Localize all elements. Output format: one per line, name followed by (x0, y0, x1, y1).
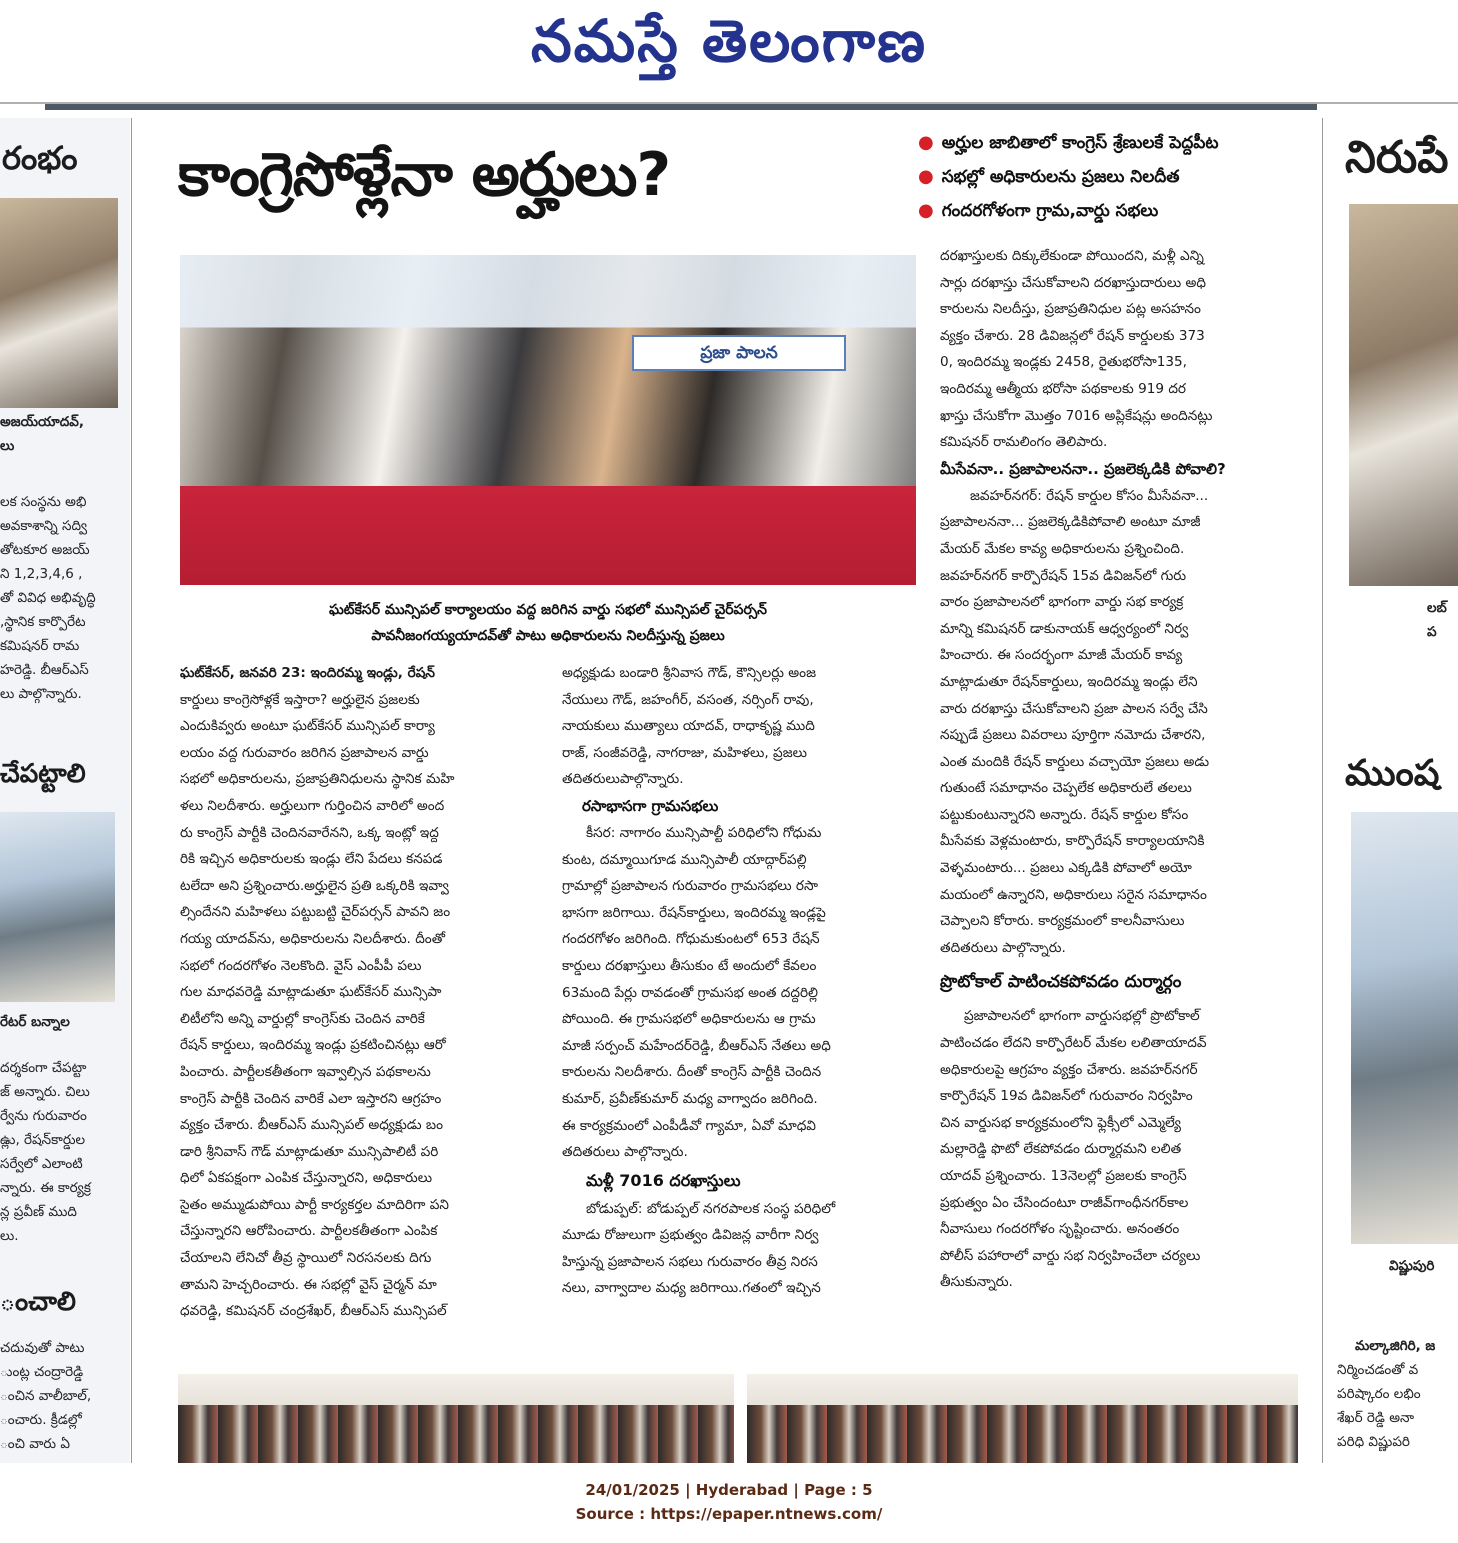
text-line: చెప్పాలని కోరారు. కార్యక్రమంలో కాలనీవాసులు (940, 913, 1185, 930)
text-line: లు. (0, 1228, 19, 1244)
text-line: మల్లారెడ్డి ఫొటో లేకపోవడం దుర్మార్గమని లలిత (940, 1141, 1182, 1158)
column-divider (131, 118, 132, 1463)
text-line: గందరగోళం జరిగింది. గోధుమకుంటలో 653 రేషన్ (562, 931, 820, 948)
text-line: శేఖర్ రెడ్డి అనా (1337, 1410, 1415, 1426)
text-line: ంచి వారు ఏ (0, 1436, 70, 1452)
bullet-item (918, 160, 1318, 194)
bullet-item (918, 194, 1318, 228)
left-heading-3: ంచాలి (0, 1287, 76, 1317)
text-line: నీవాసులు గందరగోళం సృష్టించారు. అనంతరం (940, 1221, 1180, 1238)
text-line: కీసర: నాగారం మున్సిపాల్టీ పరిధిలోని గోధుమ (586, 824, 822, 841)
article-column-2 (562, 660, 917, 1302)
text-line: కారులను నిలదీశారు. దీంతో కాంగ్రెస్ పార్టీకి చెందిన (562, 1064, 822, 1081)
text-line: సభలో గందరగోళం నెలకొంది. వైస్ ఎంపీపీ పలు (180, 957, 422, 974)
left-heading-1: రంభం (2, 139, 78, 177)
text-line: ఎందుకివ్వరు అంటూ ఘట్‌కేసర్ మున్సిపల్ కార్యా (180, 718, 435, 735)
text-line: వ్యక్తం చేశారు. బీఆర్‌ఎస్ మున్సిపల్ అధ్యక్షుడు బం (180, 1117, 443, 1134)
text-line: అధ్యక్షుడు బండారి శ్రీనివాస గౌడ్, కౌన్సిలర్లు అంజ (562, 665, 817, 681)
text-line: వారం ప్రజాపాలనలో భాగంగా వార్డు సభ కార్యక్ర (940, 594, 1184, 611)
caption-line: లు (0, 438, 15, 454)
right-heading-1: నిరుపే (1345, 132, 1449, 183)
bullet-text: గందరగోళంగా గ్రామ,వార్డు సభలు (941, 201, 1159, 221)
text-line: చేస్తున్నారని ఆరోపించారు. పార్టీలకతీతంగా ఎంపిక (180, 1223, 438, 1240)
text-line: జవహర్‌నగర్: రేషన్ కార్డుల కోసం మీసేవనా... (970, 487, 1209, 504)
left-photo-2-caption: రేటర్ బన్నాల (0, 1014, 70, 1030)
bottom-photo-right (747, 1374, 1298, 1463)
text-line: గుల మాధవరెడ్డి మాట్లాడుతూ ఘట్‌కేసర్ మున్సిపా (180, 984, 442, 1001)
text-line: ప్రజాపాలనలో భాగంగా వార్డుసభల్లో ప్రొటోకాల్ (964, 1008, 1200, 1025)
text-line: న్ల ప్రవీణ్ ముది (0, 1204, 77, 1220)
left-paragraph-1 (0, 490, 96, 706)
subheading: మీసేవనా.. ప్రజాపాలననా.. ప్రజలెక్కడికి పోవాలి? (940, 459, 1226, 478)
text-line: జ్ అన్నారు. చిలు (0, 1084, 90, 1100)
caption-line: పావనీజంగయ్యయాదవ్‌తో పాటు అధికారులను నిలదీస్తున్న ప్రజలు (371, 628, 725, 644)
text-line: హిస్తున్న ప్రజాపాలన సభలు గురువారం తీవ్ర నిరస (562, 1253, 818, 1270)
text-line: మాట్లాడుతూ రేషన్‌కార్డులు, ఇందిరమ్మ ఇండ్లు లేని (940, 673, 1198, 690)
text-line: దర్శకంగా చేపట్టా (0, 1060, 87, 1076)
text-line: నాయకులు ముత్యాలు యాదవ్, రాధాకృష్ణ ముది (562, 718, 815, 735)
text-line: సార్లు దరఖాస్తు చేసుకోవాలని దరఖాస్తుదారులు అధి (940, 274, 1206, 291)
text-line: ఇందిరమ్మ ఆత్మీయ భరోసా పథకాలకు 919 దర (940, 380, 1186, 397)
text-line: దరఖాస్తులకు దిక్కులేకుండా పోయిందని, మళ్లీ ఎన్ని (940, 248, 1204, 264)
text-line: 0, ఇందిరమ్మ ఇండ్లకు 2458, రైతుభరోసా135, (940, 354, 1187, 371)
right-paragraph (1337, 1334, 1435, 1454)
bullet-dot-icon: ● (918, 200, 934, 221)
left-heading-2: చేపట్టాలి (0, 759, 86, 789)
text-line: ుంట్ల చంద్రారెడ్డి (0, 1364, 84, 1380)
text-line: 63మంది పేర్లు రావడంతో గ్రామసభ అంత దద్దరిల్లి (562, 984, 818, 1001)
text-line: ఘట్‌కేసర్, జనవరి 23: ఇందిరమ్మ ఇండ్లు, రేషన్ (180, 665, 435, 681)
masthead-bar (45, 104, 1317, 110)
text-line: ఖాస్తు చేసుకోగా మొత్తం 7016 అప్లికేషన్లు అందినట్లు (940, 407, 1213, 424)
text-line: రేషన్ కార్డులు, ఇందిరమ్మ ఇండ్లు ప్రకటించినట్లు ఆరో (180, 1037, 446, 1054)
text-line: పట్టుకుంటున్నారని అన్నారు. రేషన్ కార్డుల కోసం (940, 806, 1189, 823)
text-line: పోలీస్ పహారాలో వార్డు సభ నిర్వహించేలా చర్యలు (940, 1247, 1201, 1264)
right-photo-1-caption (1427, 596, 1447, 644)
text-line: వారు దరఖాస్తు చేసుకోవాలని ప్రజా పాలన సర్వే చేసి (940, 700, 1208, 717)
text-line: సైతం అమ్ముడుపోయి పార్టీ కార్యకర్తల మాదిరిగా పని (180, 1196, 449, 1213)
right-photo-2 (1351, 812, 1458, 1244)
text-line: నలు, వాగ్వాదాల మధ్య జరిగాయి.గతంలో ఇచ్చిన (562, 1280, 821, 1297)
bottom-photo-left (178, 1374, 734, 1463)
left-photo-2 (0, 812, 115, 1002)
text-line: సర్వేలో ఎలాంటి (0, 1156, 83, 1172)
text-line: న్నారు. ఈ కార్యక్ర (0, 1180, 91, 1196)
text-line: తామని హెచ్చరించారు. ఈ సభల్లో వైస్ చైర్మన్ మా (180, 1276, 437, 1293)
text-line: వెళ్ళమంటారు... ప్రజలు ఎక్కడికి పోవాలో అయో (940, 860, 1192, 877)
text-line: తో వివిధ అభివృద్ధి (0, 590, 96, 606)
text-line: కార్పొరేషన్ 19వ డివిజన్‌లో గురువారం నిర్వహిం (940, 1088, 1193, 1105)
text-line: ,స్థానిక కార్పొరేట (0, 614, 86, 630)
left-paragraph-3 (0, 1336, 91, 1456)
text-line: ధవరెడ్డి, కమిషనర్ చంద్రశేఖర్, బీఆర్‌ఎస్ మున్సిపల్ (180, 1303, 447, 1320)
text-line: తోటకూర అజయ్ (0, 542, 90, 558)
text-line: భాసగా జరిగాయి. రేషన్‌కార్డులు, ఇందిరమ్మ ఇండ్లపై (562, 904, 826, 921)
text-line: కారులను నిలదీస్తు, ప్రజాప్రతినిధుల పట్ల అసహనం (940, 301, 1201, 318)
text-line: కార్డులు కాంగ్రెసోళ్లకే ఇస్తారా? అర్హులైన ప్రజలకు (180, 691, 420, 708)
bullet-dot-icon: ● (918, 132, 934, 153)
text-line: ప్రజాపాలననా... ప్రజలెక్కడికిపోవాలి అంటూ మాజీ (940, 514, 1201, 531)
text-line: లు పాల్గొన్నారు. (0, 686, 82, 702)
text-line: రు కాంగ్రెస్ పార్టీకి చెందినవారేనని, ఒక్క ఇంట్లో ఇద్ద (180, 824, 439, 841)
text-line: యాదవ్ ప్రశ్నించారు. 13నెలల్లో ప్రజలకు కాంగ్రెస్ (940, 1168, 1187, 1184)
text-line: పోయింది. ఈ గ్రామసభలో అధికారులను ఆ గ్రామ (562, 1011, 816, 1028)
text-line: సభలో అధికారులను, ప్రజాప్రతినిధులను స్థానిక మహి (180, 771, 455, 788)
left-photo-1 (0, 198, 118, 408)
text-line: లిటీలోని అన్ని వార్డుల్లో కాంగ్రెస్‌కు చెందిన వారికే (180, 1010, 425, 1027)
text-line: చదువుతో పాటు (0, 1340, 85, 1356)
text-line: మీసేవకు వెళ్లమంటారు, కార్పొరేషన్ కార్యాలయానికి (940, 833, 1205, 850)
text-line: తదితరులుపాల్గొన్నారు. (562, 771, 684, 788)
text-line: చేయాలని లేనిచో తీవ్ర స్థాయిలో నిరసనలకు దిగు (180, 1250, 432, 1267)
subheading: ప్రొటోకాల్ పాటించకపోవడం దుర్మార్గం (940, 972, 1182, 993)
text-line: మూడు రోజులుగా ప్రభుత్వం డివిజన్ల వారీగా నిర్వ (562, 1227, 819, 1244)
text-line: టలేదా అని ప్రశ్నించారు.అర్హులైన ప్రతి ఒక్కరికి ఇవ్వా (180, 877, 449, 894)
text-line: ధిలో ఏకపక్షంగా ఎంపిక చేస్తున్నారని, అధికారులు (180, 1170, 433, 1187)
right-photo-2-caption: విష్ణుపురి (1389, 1258, 1435, 1274)
caption-line: అజయ్‌యాదవ్, (0, 414, 84, 430)
left-adjacent-story (0, 118, 130, 1463)
text-line: గ్రామాల్లో ప్రజాపాలన గురువారం గ్రామసభలు రసా (562, 878, 819, 895)
caption-line: లబ్ (1427, 600, 1447, 616)
text-line: పరిధి విష్ణుపరి (1337, 1434, 1410, 1450)
footer-source-link[interactable]: Source : https://epaper.ntnews.com/ (575, 1505, 883, 1523)
text-line: నేయులు గౌడ్, జహంగీర్, వసంత, నర్సింగ్ రావు, (562, 691, 814, 708)
headline-bullets (918, 126, 1318, 228)
text-line: రాజ్, సంజీవరెడ్డి, నాగరాజు, మహిళలు, ప్రజలు (562, 744, 807, 761)
masthead-title: నమస్తే తెలంగాణ (531, 7, 927, 75)
left-paragraph-2 (0, 1056, 91, 1248)
caption-line: ప (1427, 624, 1437, 640)
text-line: తదితరులు పాల్గొన్నారు. (562, 1144, 688, 1161)
text-line: నప్పుడే ప్రజలు వివరాలు పూర్తిగా నమోదు చేశారని, (940, 727, 1206, 744)
right-heading-2: ముంష (1345, 753, 1440, 794)
text-line: ఉ్లు, రేషన్‌కార్డుల (0, 1132, 86, 1148)
main-photo-caption (180, 597, 916, 649)
text-line: తీసుకున్నారు. (940, 1274, 1013, 1291)
text-line: పరిష్కారం లభిం (1337, 1386, 1421, 1402)
left-photo-1-caption (0, 410, 84, 458)
text-line: ంచిన వాలీబాల్, (0, 1388, 92, 1404)
text-line: కాంగ్రెస్ పార్టీకి చెందిన వారికే ఎలా ఇస్తారని ఆగ్రహం (180, 1090, 442, 1107)
text-line: ప్రభుత్వం ఏం చేసిందంటూ రాజీవ్‌గాంధీనగర్‌కాల (940, 1194, 1189, 1211)
right-adjacent-story (1323, 118, 1458, 1463)
text-line: కుంట, దమ్మాయిగూడ మున్సిపాలీ యాద్గార్‌పల్లి (562, 851, 807, 868)
article-column-3 (940, 243, 1305, 1296)
footer-date-page: 24/01/2025 | Hyderabad | Page : 5 (585, 1481, 873, 1499)
text-line: వ్యక్తం చేశారు. 28 డివిజన్లలో రేషన్ కార్డులకు 373 (940, 327, 1205, 344)
text-line: హరెడ్డి. బీఆర్‌ఎస్ (0, 662, 89, 678)
text-line: డారి శ్రీనివాస్ గౌడ్ మాట్లాడుతూ మున్సిపాలిటీ పరి (180, 1143, 439, 1160)
subheading: మళ్లీ 7016 దరఖాస్తులు (586, 1170, 741, 1190)
photo-banner: ప్రజా పాలన (632, 335, 846, 371)
caption-line: ఘట్‌కేసర్ మున్సిపల్ కార్యాలయం వద్ద జరిగిన వార్డు సభలో మున్సిపల్ చైర్‌పర్సన్ (328, 602, 768, 618)
text-line: హించారు. ఈ సందర్భంగా మాజీ మేయర్ కావ్య (940, 647, 1183, 664)
text-line: మాజీ సర్పంచ్ మహేందర్‌రెడ్డి, బీఆర్‌ఎస్ నేతలు అధి (562, 1037, 831, 1054)
text-line: అధికారులపై ఆగ్రహం వ్యక్తం చేశారు. జవహర్‌నగర్ (940, 1061, 1198, 1078)
text-line: ఎంత మందికి రేషన్ కార్డులు వచ్చాయో ప్రజలు అడు (940, 753, 1210, 770)
text-line: కుమార్, ప్రవీణ్‌కుమార్ మధ్య వాగ్వాదం జరిగింది. (562, 1090, 818, 1107)
text-line: కమిషనర్ రామలింగం తెలిపారు. (940, 434, 1108, 451)
bullet-dot-icon: ● (918, 166, 934, 187)
text-line: మాన్ని కమిషనర్ డాకునాయక్ ఆధ్వర్యంలో నిర్వ (940, 620, 1189, 637)
text-line: లయం వద్ద గురువారం జరిగిన ప్రజాపాలన వార్డు (180, 744, 429, 761)
text-line: ని 1,2,3,4,6 , (0, 566, 83, 582)
text-line: కార్డులు దరఖాస్తులు తీసుకుం టే అందులో కేవలం (562, 957, 817, 974)
text-line: మల్కాజిగిరి, జ (1355, 1338, 1436, 1354)
text-line: ంచారు. క్రీడల్లో (0, 1412, 82, 1428)
text-line: ళలు నిలదీశారు. అర్హులుగా గుర్తించిన వారిలో అంద (180, 797, 445, 814)
text-line: తదితరులు పాల్గొన్నారు. (940, 939, 1066, 956)
text-line: కమిషనర్ రామ (0, 638, 80, 654)
text-line: పించారు. పార్టీలకతీతంగా ఇవ్వాల్సిన పథకాలను (180, 1063, 431, 1080)
text-line: పాటించడం లేదని కార్పొరేటర్ మేకల లలితాయాదవ్ (940, 1035, 1207, 1052)
main-photo (180, 255, 916, 585)
text-line: గుతుంటే సమాధానం చెప్పలేక అధికారులే తలలు (940, 780, 1192, 797)
bullet-text: అర్హుల జాబితాలో కాంగ్రెస్ శ్రేణులకే పెద్దపీట (941, 133, 1219, 153)
text-line: జవహర్‌నగర్ కార్పొరేషన్ 15వ డివిజన్‌లో గురు (940, 567, 1187, 584)
text-line: గయ్య యాదవ్‌ను, అధికారులను నిలదీశారు. దీంతో (180, 930, 445, 947)
text-line: మేయర్ మేకల కావ్య అధికారులను ప్రశ్నించింది. (940, 540, 1185, 557)
text-line: ర్వేను గురువారం (0, 1108, 87, 1124)
main-headline: కాంగ్రెసోళ్లేనా అర్హులు? (178, 140, 671, 210)
text-line: బోడుప్పల్: బోడుప్పల్ నగరపాలక సంస్థ పరిధిలో (586, 1200, 836, 1217)
text-line: చిన వార్డుసభ కార్యక్రమంలోని ఫ్లెక్సీలో ఎమ్మెల్యే (940, 1114, 1181, 1131)
text-line: ల్సిందేనని మహిళలు పట్టుబట్టి చైర్‌పర్సన్ పావని జం (180, 904, 451, 921)
text-line: అవకాశాన్ని సద్వి (0, 518, 88, 534)
subheading: రసాభాసగా గ్రామసభలు (582, 796, 719, 815)
page-footer (0, 1478, 1458, 1526)
text-line: లక సంస్థను అభి (0, 494, 87, 510)
text-line: రికి ఇచ్చిన అధికారులకు ఇండ్లు లేని పేదలు కనపడ (180, 851, 443, 868)
article-column-1 (180, 660, 550, 1325)
text-line: మయంలో ఉన్నారని, అధికారులు సరైన సమాధానం (940, 886, 1207, 903)
right-photo-1 (1349, 204, 1458, 586)
text-line: ఈ కార్యక్రమంలో ఎంపీడీవో గ్యామా, ఏవో మాధవి (562, 1117, 816, 1134)
text-line: నిర్మించడంతో వ (1337, 1362, 1419, 1378)
bullet-item (918, 126, 1318, 160)
bullet-text: సభల్లో అధికారులను ప్రజలు నిలదీత (941, 167, 1180, 187)
